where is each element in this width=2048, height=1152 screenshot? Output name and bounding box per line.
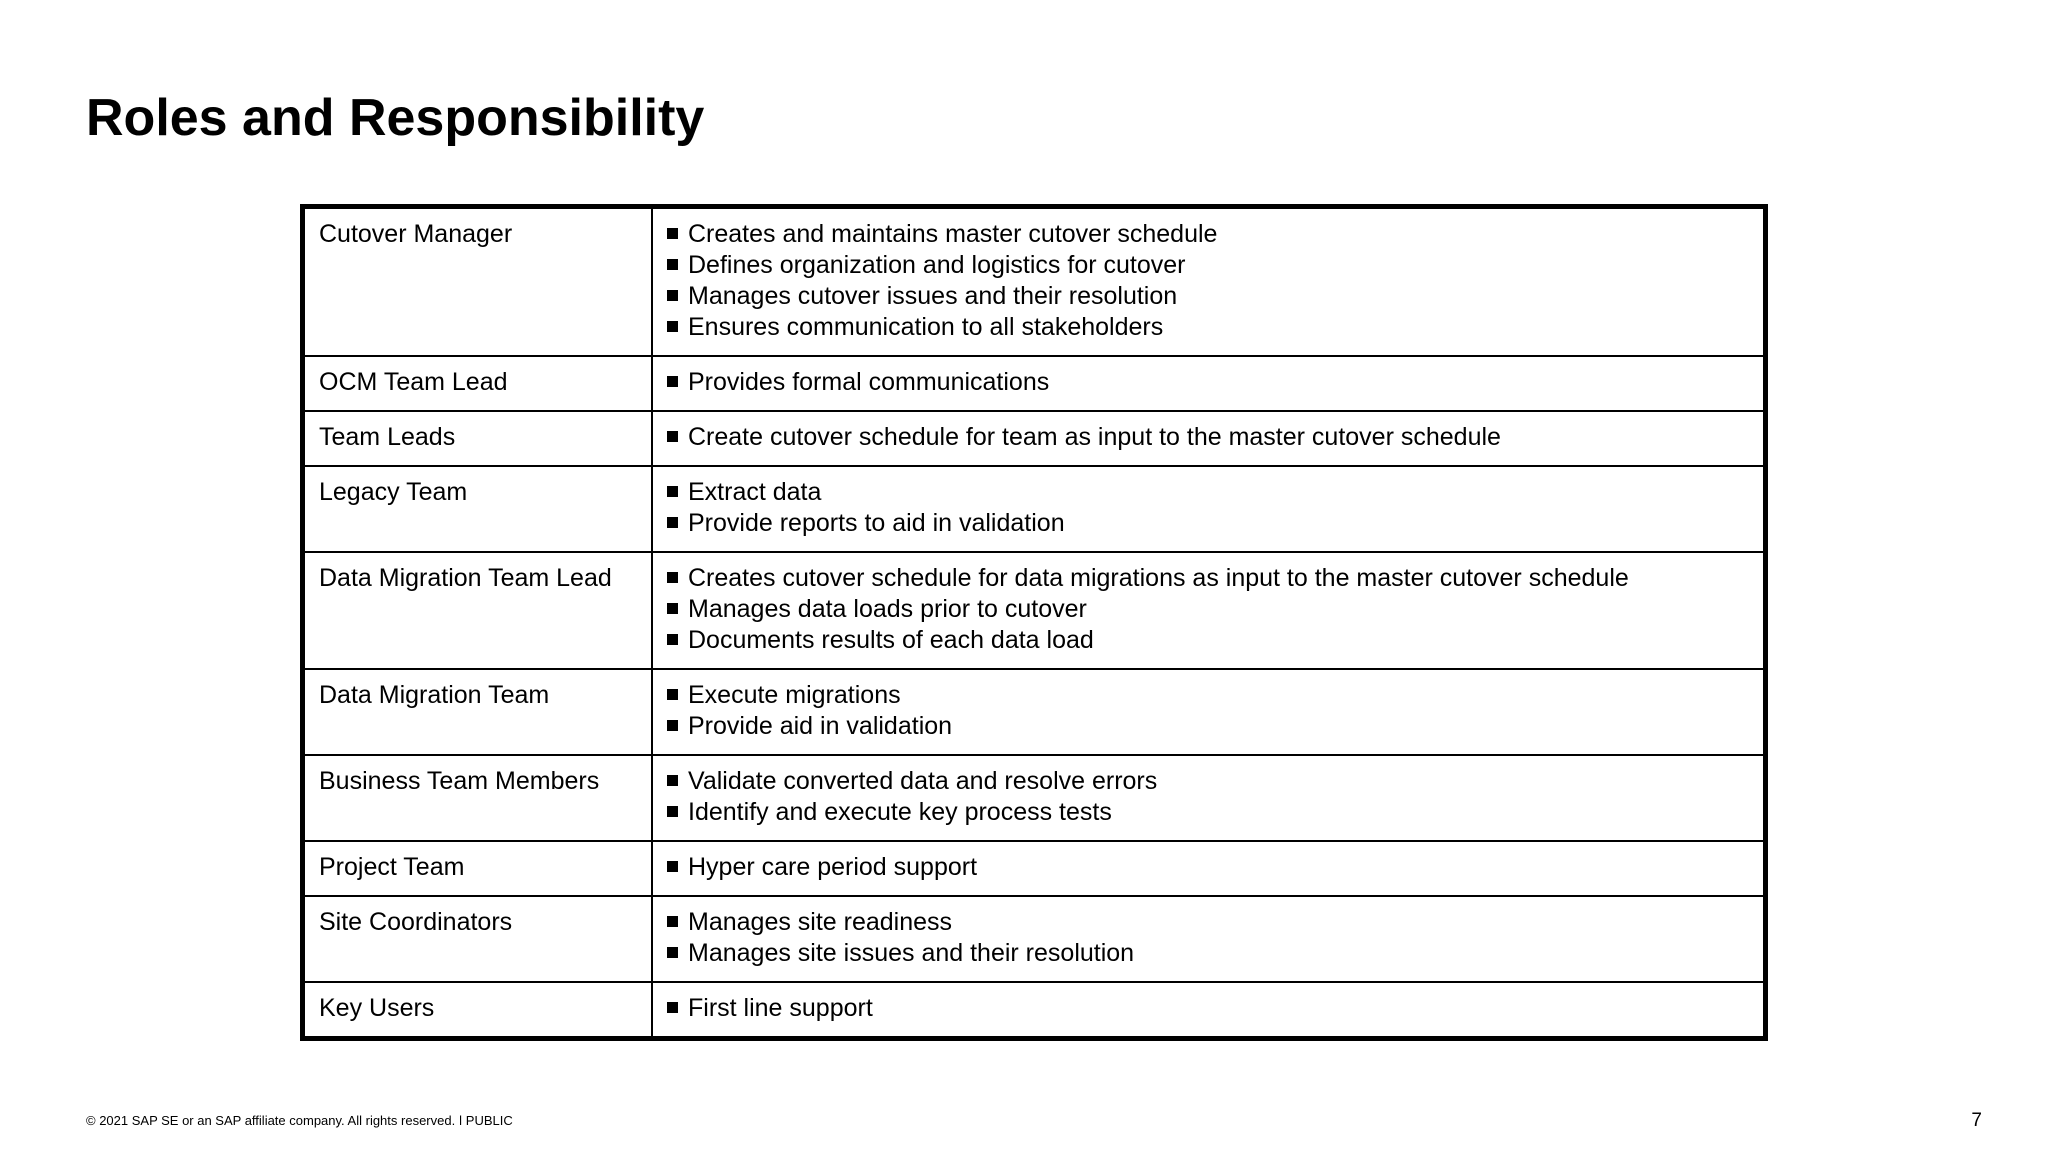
table-row [303,356,1766,411]
responsibility-text: Manages data loads prior to cutover [688,595,1087,623]
responsibility-list [667,219,1749,343]
responsibilities-cell [652,411,1766,466]
square-bullet-icon [667,603,678,614]
square-bullet-icon [667,634,678,645]
responsibilities-cell [652,356,1766,411]
responsibilities-cell [652,552,1766,669]
role-cell: Project Team [303,841,653,896]
square-bullet-icon [667,321,678,332]
square-bullet-icon [667,290,678,301]
role-cell: Business Team Members [303,755,653,841]
responsibility-text: Create cutover schedule for team as input to the master cutover schedule [688,423,1501,451]
list-item [667,797,1749,828]
square-bullet-icon [667,861,678,872]
table-row [303,466,1766,552]
role-cell: Site Coordinators [303,896,653,982]
responsibilities-cell [652,896,1766,982]
role-cell: Data Migration Team [303,669,653,755]
responsibility-text: Manages site readiness [688,908,953,936]
responsibility-list [667,422,1749,453]
list-item [667,993,1749,1024]
responsibility-list [667,766,1749,828]
responsibility-text: Creates and maintains master cutover schedule [688,220,1218,248]
list-item [667,711,1749,742]
table-row [303,207,1766,357]
responsibility-text: Provide reports to aid in validation [688,509,1065,537]
list-item [667,680,1749,711]
table-row [303,982,1766,1039]
list-item [667,281,1749,312]
list-item [667,766,1749,797]
list-item [667,563,1749,594]
responsibility-list [667,367,1749,398]
responsibility-list [667,993,1749,1024]
responsibility-list [667,852,1749,883]
list-item [667,594,1749,625]
responsibilities-cell [652,207,1766,357]
role-cell: Legacy Team [303,466,653,552]
responsibilities-cell [652,982,1766,1039]
square-bullet-icon [667,376,678,387]
page-number: 7 [1971,1110,1982,1131]
slide-title: Roles and Responsibility [86,89,705,147]
responsibility-text: Ensures communication to all stakeholders [688,313,1164,341]
responsibility-list [667,907,1749,969]
responsibilities-cell [652,841,1766,896]
square-bullet-icon [667,259,678,270]
square-bullet-icon [667,775,678,786]
list-item [667,852,1749,883]
footer-copyright: © 2021 SAP SE or an SAP affiliate company. All rights reserved. ǀ PUBLIC [86,1113,513,1128]
square-bullet-icon [667,806,678,817]
responsibility-text: Provide aid in validation [688,712,953,740]
table-row [303,896,1766,982]
square-bullet-icon [667,916,678,927]
responsibility-text: Manages cutover issues and their resolution [688,282,1178,310]
role-cell: Team Leads [303,411,653,466]
role-cell: Key Users [303,982,653,1039]
list-item [667,250,1749,281]
table-row [303,755,1766,841]
table-row [303,841,1766,896]
list-item [667,508,1749,539]
square-bullet-icon [667,228,678,239]
responsibility-text: Provides formal communications [688,368,1050,396]
square-bullet-icon [667,720,678,731]
responsibility-text: Execute migrations [688,681,901,709]
responsibility-text: Documents results of each data load [688,626,1094,654]
responsibilities-cell [652,669,1766,755]
list-item [667,312,1749,343]
responsibility-text: Hyper care period support [688,853,978,881]
table-row [303,552,1766,669]
list-item [667,422,1749,453]
responsibility-text: Extract data [688,478,822,506]
roles-table-body [303,207,1766,1039]
square-bullet-icon [667,1002,678,1013]
responsibility-list [667,680,1749,742]
list-item [667,938,1749,969]
square-bullet-icon [667,947,678,958]
square-bullet-icon [667,486,678,497]
list-item [667,367,1749,398]
table-row [303,411,1766,466]
list-item [667,625,1749,656]
responsibility-list [667,563,1749,656]
list-item [667,477,1749,508]
square-bullet-icon [667,689,678,700]
role-cell: Cutover Manager [303,207,653,357]
roles-table [300,204,1768,1041]
responsibility-text: Identify and execute key process tests [688,798,1112,826]
responsibility-text: First line support [688,994,873,1022]
responsibility-list [667,477,1749,539]
square-bullet-icon [667,431,678,442]
responsibilities-cell [652,466,1766,552]
square-bullet-icon [667,572,678,583]
responsibility-text: Defines organization and logistics for cutover [688,251,1186,279]
responsibility-text: Validate converted data and resolve errors [688,767,1158,795]
role-cell: OCM Team Lead [303,356,653,411]
responsibilities-cell [652,755,1766,841]
responsibility-text: Manages site issues and their resolution [688,939,1135,967]
list-item [667,219,1749,250]
list-item [667,907,1749,938]
role-cell: Data Migration Team Lead [303,552,653,669]
responsibility-text: Creates cutover schedule for data migrations as input to the master cutover schedule [688,564,1629,592]
table-row [303,669,1766,755]
square-bullet-icon [667,517,678,528]
